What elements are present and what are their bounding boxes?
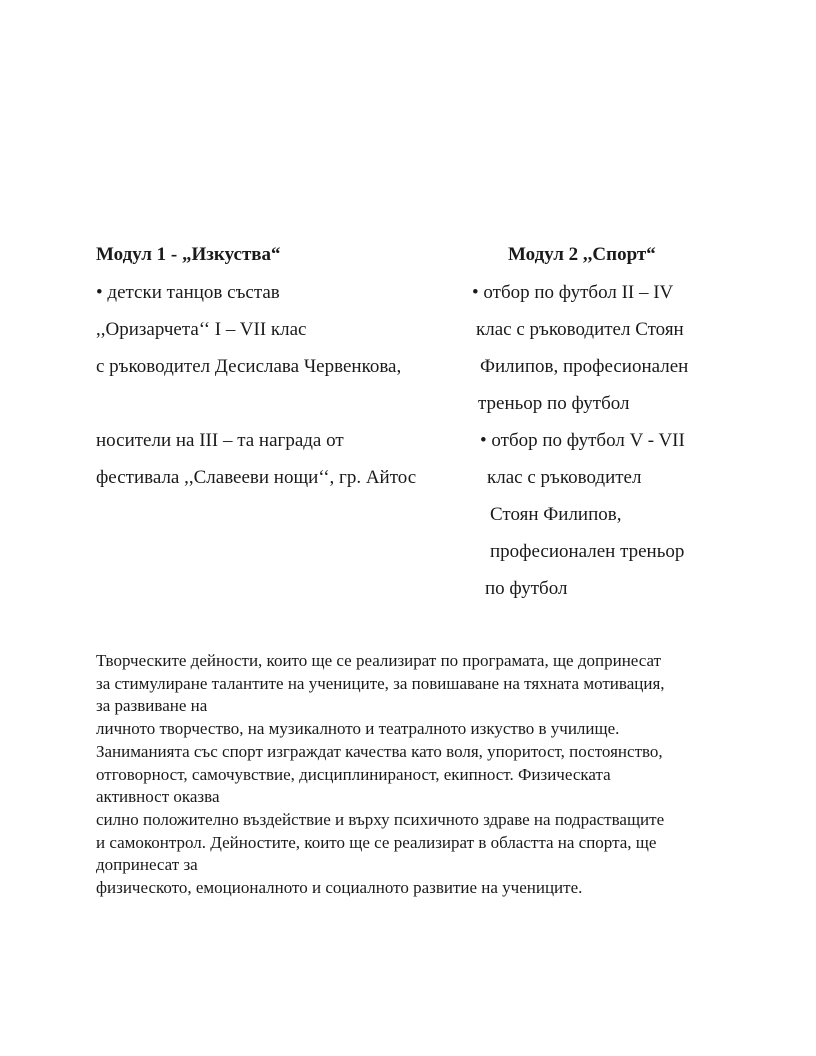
module1-line: ,,Оризарчета‘‘ I – VII клас [96,319,307,340]
module2-line: клас с ръководител Стоян [476,319,684,340]
module2-line: по футбол [485,578,568,599]
paragraph-line: личното творчество, на музикалното и театралното изкуство в училище. [96,719,620,739]
module2-line: професионален треньор [490,541,685,562]
paragraph-line: отговорност, самочувствие, дисциплинираност, екипност. Физическата [96,764,611,784]
paragraph-line: допринесат за [96,855,198,875]
module2-line: Стоян Филипов, [490,504,622,525]
module2-line: клас с ръководител [487,467,642,488]
paragraph-line: за стимулиране талантите на учениците, за повишаване на тяхната мотивация, [96,673,665,693]
paragraph-line: за развиване на [96,696,208,716]
paragraph-line: силно положително въздействие и върху психичното здраве на подрастващите [96,809,665,829]
module1-line: с ръководител Десислава Червенкова, [96,356,402,377]
paragraph-line: и самоконтрол. Дейностите, които ще се реализират в областта на спорта, ще [96,832,657,852]
paragraph-line: Творческите дейности, които ще се реализират по програмата, ще допринесат [96,651,662,670]
module2-line: • отбор по футбол V - VII [480,430,685,451]
module2-line: треньор по футбол [478,393,630,414]
module1-line: фестивала ,,Славееви нощи‘‘, гр. Айтос [96,467,417,488]
module2-heading: Модул 2 ,,Спорт“ [508,244,656,265]
module1-heading: Модул 1 - „Изкуства“ [96,244,281,265]
module1-line: • детски танцов състав [96,282,280,303]
paragraph-line: физическото, емоционалното и социалното развитие на учениците. [96,878,583,898]
module2-line: Филипов, професионален [480,356,689,377]
module2-line: • отбор по футбол II – IV [472,282,674,303]
paragraph-line: активност оказва [96,787,220,807]
paragraph-line: Заниманията със спорт изграждат качества като воля, упоритост, постоянство, [96,741,663,761]
module1-line: носители на III – та награда от [96,430,344,451]
body-paragraph [96,650,736,900]
